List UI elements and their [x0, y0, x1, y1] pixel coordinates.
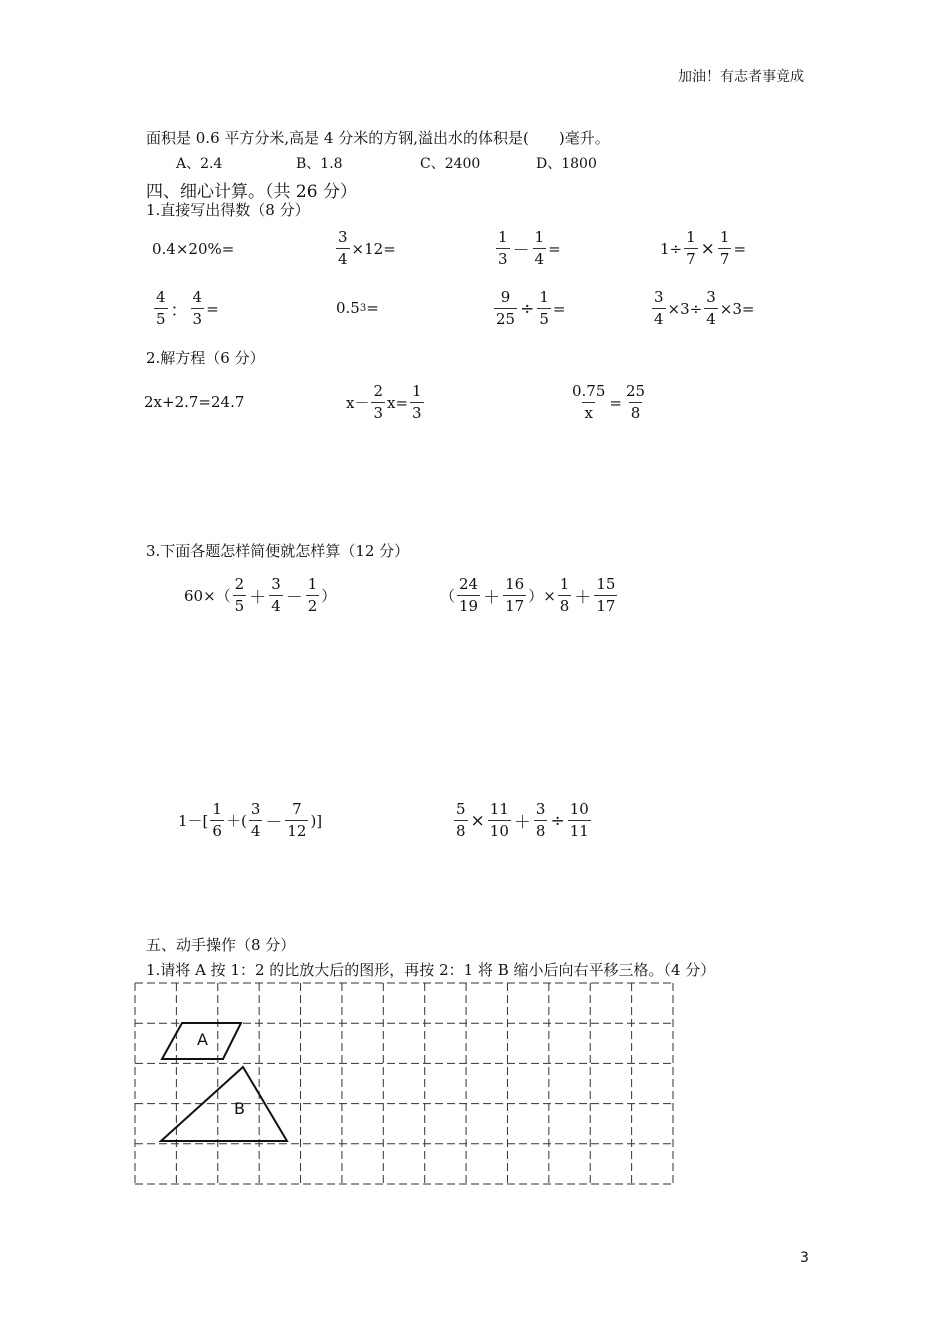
denominator: 3	[192, 310, 203, 328]
numerator: 3	[706, 288, 716, 306]
numerator: 3	[271, 575, 281, 593]
denominator: 19	[459, 597, 479, 615]
calc-f-base: 0.5	[336, 299, 360, 317]
denominator: 4	[271, 597, 281, 615]
denominator: 5	[539, 310, 549, 328]
section4-title: 四、细心计算。（共 26 分）	[146, 182, 357, 202]
denominator: 8	[630, 404, 641, 422]
numerator: 4	[156, 288, 166, 306]
calc-a-text: 0.4×20%=	[152, 240, 235, 258]
denominator: 8	[456, 822, 466, 840]
operator: ：	[170, 301, 188, 321]
p3-close: )]	[310, 811, 323, 830]
calc-d-pre: 1÷	[660, 239, 683, 258]
denominator: 4	[250, 822, 261, 840]
denominator: 17	[596, 597, 616, 615]
operator: －	[512, 241, 530, 261]
section5-question-1: 1.请将 A 按 1：2 的比放大后的图形，再按 2：1 将 B 缩小后向右平移三格。（4 分）	[146, 961, 716, 979]
denominator: 8	[535, 822, 546, 840]
denominator: 25	[496, 310, 516, 328]
section5-title: 五、动手操作（8 分）	[146, 936, 296, 954]
option-b: B、1.8	[296, 156, 343, 172]
numerator: 4	[192, 288, 203, 306]
operator: ＋	[483, 588, 501, 608]
equation-3-eq: =	[609, 393, 622, 412]
calc-f-exponent: 3	[359, 302, 367, 314]
operator: ＋	[249, 588, 267, 608]
p1-close: ）	[321, 587, 337, 605]
calc-e-tail: =	[206, 299, 219, 318]
denominator: 4	[654, 310, 664, 328]
denominator: 4	[338, 250, 348, 268]
denominator: 10	[489, 822, 509, 840]
prev-question-text: 面积是 0.6 平方分米,高是 4 分米的方钢,溢出水的体积是( )毫升。	[146, 129, 610, 147]
option-a: A、2.4	[176, 156, 223, 172]
dashed-grid	[135, 983, 673, 1184]
calc-b-tail: ×12=	[351, 239, 396, 258]
denominator: 2	[307, 597, 318, 615]
denominator: 3	[498, 250, 508, 268]
numerator: 1	[307, 575, 318, 593]
option-d: D、1800	[536, 156, 597, 172]
denominator: 3	[373, 404, 384, 422]
denominator: 12	[287, 822, 307, 840]
numerator: 16	[505, 575, 525, 593]
operator: －	[265, 813, 283, 833]
operator: ÷	[550, 810, 565, 831]
numerator: 1	[719, 228, 730, 246]
numerator: 9	[500, 288, 511, 306]
numerator: 3	[654, 288, 664, 306]
numerator: 3	[535, 800, 546, 818]
p3-pre: 1－[	[178, 812, 209, 830]
numerator: 1	[559, 575, 570, 593]
operator: ＋	[513, 813, 531, 833]
p3-op1: ＋(	[225, 812, 247, 830]
operator: ÷	[520, 298, 535, 319]
part2-title: 2.解方程（6 分）	[146, 349, 265, 367]
numerator: 2	[234, 575, 245, 593]
denominator: 4	[706, 310, 716, 328]
denominator: 6	[212, 822, 222, 840]
calc-g-tail: =	[552, 299, 566, 318]
numerator: 1	[539, 288, 549, 306]
numerator: 1	[412, 382, 422, 400]
numerator: 1	[212, 800, 222, 818]
label-a: A	[197, 1030, 208, 1049]
operator: ×	[470, 810, 485, 831]
denominator: 7	[719, 250, 730, 268]
numerator: 25	[625, 382, 646, 400]
numerator: 5	[456, 800, 466, 818]
calc-h-tail: ×3=	[719, 299, 755, 318]
denominator: x	[584, 404, 593, 422]
numerator: 3	[250, 800, 261, 818]
equation-2-pre: x－	[346, 394, 370, 412]
p2-open: （	[440, 587, 456, 605]
denominator: 5	[156, 310, 166, 328]
numerator: 3	[338, 228, 348, 246]
calc-d-tail: =	[733, 239, 747, 258]
denominator: 3	[412, 404, 422, 422]
numerator: 1	[534, 228, 545, 246]
calc-c-tail: =	[548, 239, 561, 258]
denominator: 11	[569, 822, 589, 840]
numerator: 11	[489, 800, 509, 818]
numerator: 2	[373, 382, 384, 400]
numerator: 7	[292, 800, 302, 818]
denominator: 7	[686, 250, 696, 268]
calc-h-mid: ×3÷	[667, 299, 703, 318]
equation-1-text: 2x+2.7=24.7	[144, 393, 245, 411]
part3-title: 3.下面各题怎样简便就怎样算（12 分）	[146, 542, 410, 560]
denominator: 8	[559, 597, 570, 615]
numerator: 1	[686, 228, 696, 246]
operator: －	[285, 588, 303, 608]
numerator: 0.75	[572, 382, 606, 400]
operator: ＋	[574, 588, 592, 608]
numerator: 15	[596, 575, 616, 593]
p2-close: ）×	[528, 587, 556, 605]
operator: ×	[700, 238, 715, 259]
page-number: 3	[800, 1250, 809, 1266]
equation-2-mid: x=	[387, 393, 409, 412]
part1-title: 1.直接写出得数（8 分）	[146, 201, 310, 219]
numerator: 10	[569, 800, 589, 818]
denominator: 4	[534, 250, 545, 268]
p1-pre: 60×（	[184, 587, 231, 605]
denominator: 5	[234, 597, 245, 615]
label-b: B	[234, 1099, 245, 1118]
option-c: C、2400	[420, 156, 481, 172]
numerator: 24	[459, 575, 479, 593]
calc-f-tail: =	[366, 299, 379, 317]
header-motto: 加油！有志者事竟成	[678, 69, 804, 85]
numerator: 1	[498, 228, 508, 246]
denominator: 17	[505, 597, 525, 615]
